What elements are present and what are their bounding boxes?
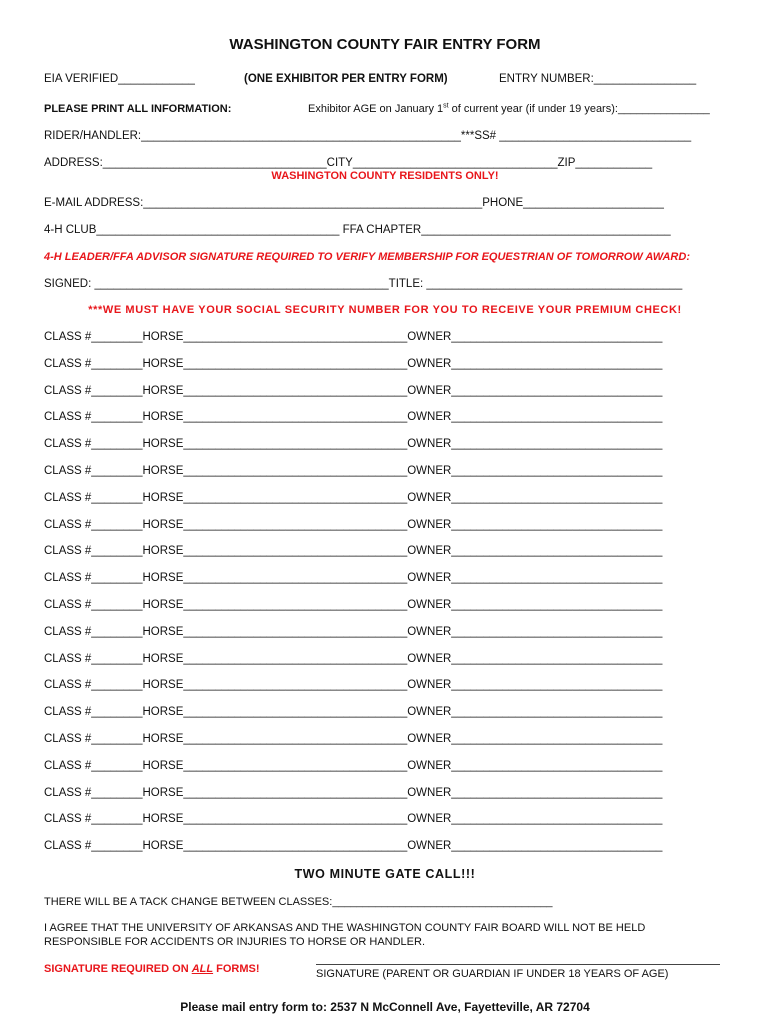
class-entry-row[interactable]: CLASS #________HORSE___________________________________OWNER_________________________________ [44,385,663,397]
class-entry-row[interactable]: CLASS #________HORSE___________________________________OWNER_________________________________ [44,519,663,531]
residents-only-note: WASHINGTON COUNTY RESIDENTS ONLY! [271,170,499,182]
class-entry-row[interactable]: CLASS #________HORSE___________________________________OWNER_________________________________ [44,840,663,852]
signature-label: SIGNATURE (PARENT OR GUARDIAN IF UNDER 18 YEARS OF AGE) [316,968,669,980]
class-entry-row[interactable]: CLASS #________HORSE___________________________________OWNER_________________________________ [44,679,663,691]
mail-to-address: Please mail entry form to: 2537 N McConnell Ave, Fayetteville, AR 72704 [180,1000,590,1014]
class-entry-row[interactable]: CLASS #________HORSE___________________________________OWNER_________________________________ [44,787,663,799]
class-entry-row[interactable]: CLASS #________HORSE___________________________________OWNER_________________________________ [44,653,663,665]
eia-verified-field[interactable]: EIA VERIFIED____________ [44,73,195,85]
signature-line[interactable] [316,964,720,965]
class-entry-row[interactable]: CLASS #________HORSE___________________________________OWNER_________________________________ [44,438,663,450]
gate-call-note: TWO MINUTE GATE CALL!!! [294,867,476,881]
address-city-zip-field[interactable]: ADDRESS:___________________________________CITY________________________________ZIP____________ [44,157,653,169]
ssn-note: ***WE MUST HAVE YOUR SOCIAL SECURITY NUMBER FOR YOU TO RECEIVE YOUR PREMIUM CHECK! [88,304,682,316]
class-entry-row[interactable]: CLASS #________HORSE___________________________________OWNER_________________________________ [44,760,663,772]
one-exhibitor-note: (ONE EXHIBITOR PER ENTRY FORM) [244,73,448,85]
signature-required-note: SIGNATURE REQUIRED ON ALL FORMS! [44,963,260,975]
class-entry-row[interactable]: CLASS #________HORSE___________________________________OWNER_________________________________ [44,813,663,825]
club-chapter-field[interactable]: 4-H CLUB______________________________________ FFA CHAPTER_______________________________________ [44,224,671,236]
leader-signature-note: 4-H LEADER/FFA ADVISOR SIGNATURE REQUIRED TO VERIFY MEMBERSHIP FOR EQUESTRIAN OF TOMORROW AWARD: [44,251,690,263]
class-entry-row[interactable]: CLASS #________HORSE___________________________________OWNER_________________________________ [44,545,663,557]
class-entry-row[interactable]: CLASS #________HORSE___________________________________OWNER_________________________________ [44,411,663,423]
entry-number-field[interactable]: ENTRY NUMBER:________________ [499,73,697,85]
signed-title-field[interactable]: SIGNED: ______________________________________________TITLE: ________________________________________ [44,278,683,290]
form-title: WASHINGTON COUNTY FAIR ENTRY FORM [229,36,541,53]
rider-ssn-field[interactable]: RIDER/HANDLER:__________________________________________________***SS# ______________________________ [44,130,692,142]
class-entry-row[interactable]: CLASS #________HORSE___________________________________OWNER_________________________________ [44,331,663,343]
agreement-line-1: I AGREE THAT THE UNIVERSITY OF ARKANSAS AND THE WASHINGTON COUNTY FAIR BOARD WILL NOT BE HELD [44,922,646,934]
agreement-line-2: RESPONSIBLE FOR ACCIDENTS OR INJURIES TO HORSE OR HANDLER. [44,936,425,948]
class-entry-row[interactable]: CLASS #________HORSE___________________________________OWNER_________________________________ [44,492,663,504]
class-entry-row[interactable]: CLASS #________HORSE___________________________________OWNER_________________________________ [44,733,663,745]
print-all-note: PLEASE PRINT ALL INFORMATION: [44,103,232,115]
class-entry-row[interactable]: CLASS #________HORSE___________________________________OWNER_________________________________ [44,626,663,638]
tack-change-field[interactable]: THERE WILL BE A TACK CHANGE BETWEEN CLASSES:____________________________________ [44,896,553,908]
exhibitor-age-field[interactable]: Exhibitor AGE on January 1st of current year (if under 19 years):_______________ [308,102,710,115]
class-entry-row[interactable]: CLASS #________HORSE___________________________________OWNER_________________________________ [44,599,663,611]
class-entry-row[interactable]: CLASS #________HORSE___________________________________OWNER_________________________________ [44,572,663,584]
class-entry-row[interactable]: CLASS #________HORSE___________________________________OWNER_________________________________ [44,358,663,370]
class-entry-row[interactable]: CLASS #________HORSE___________________________________OWNER_________________________________ [44,706,663,718]
email-phone-field[interactable]: E-MAIL ADDRESS:_____________________________________________________PHONE______________________ [44,197,664,209]
class-entry-row[interactable]: CLASS #________HORSE___________________________________OWNER_________________________________ [44,465,663,477]
